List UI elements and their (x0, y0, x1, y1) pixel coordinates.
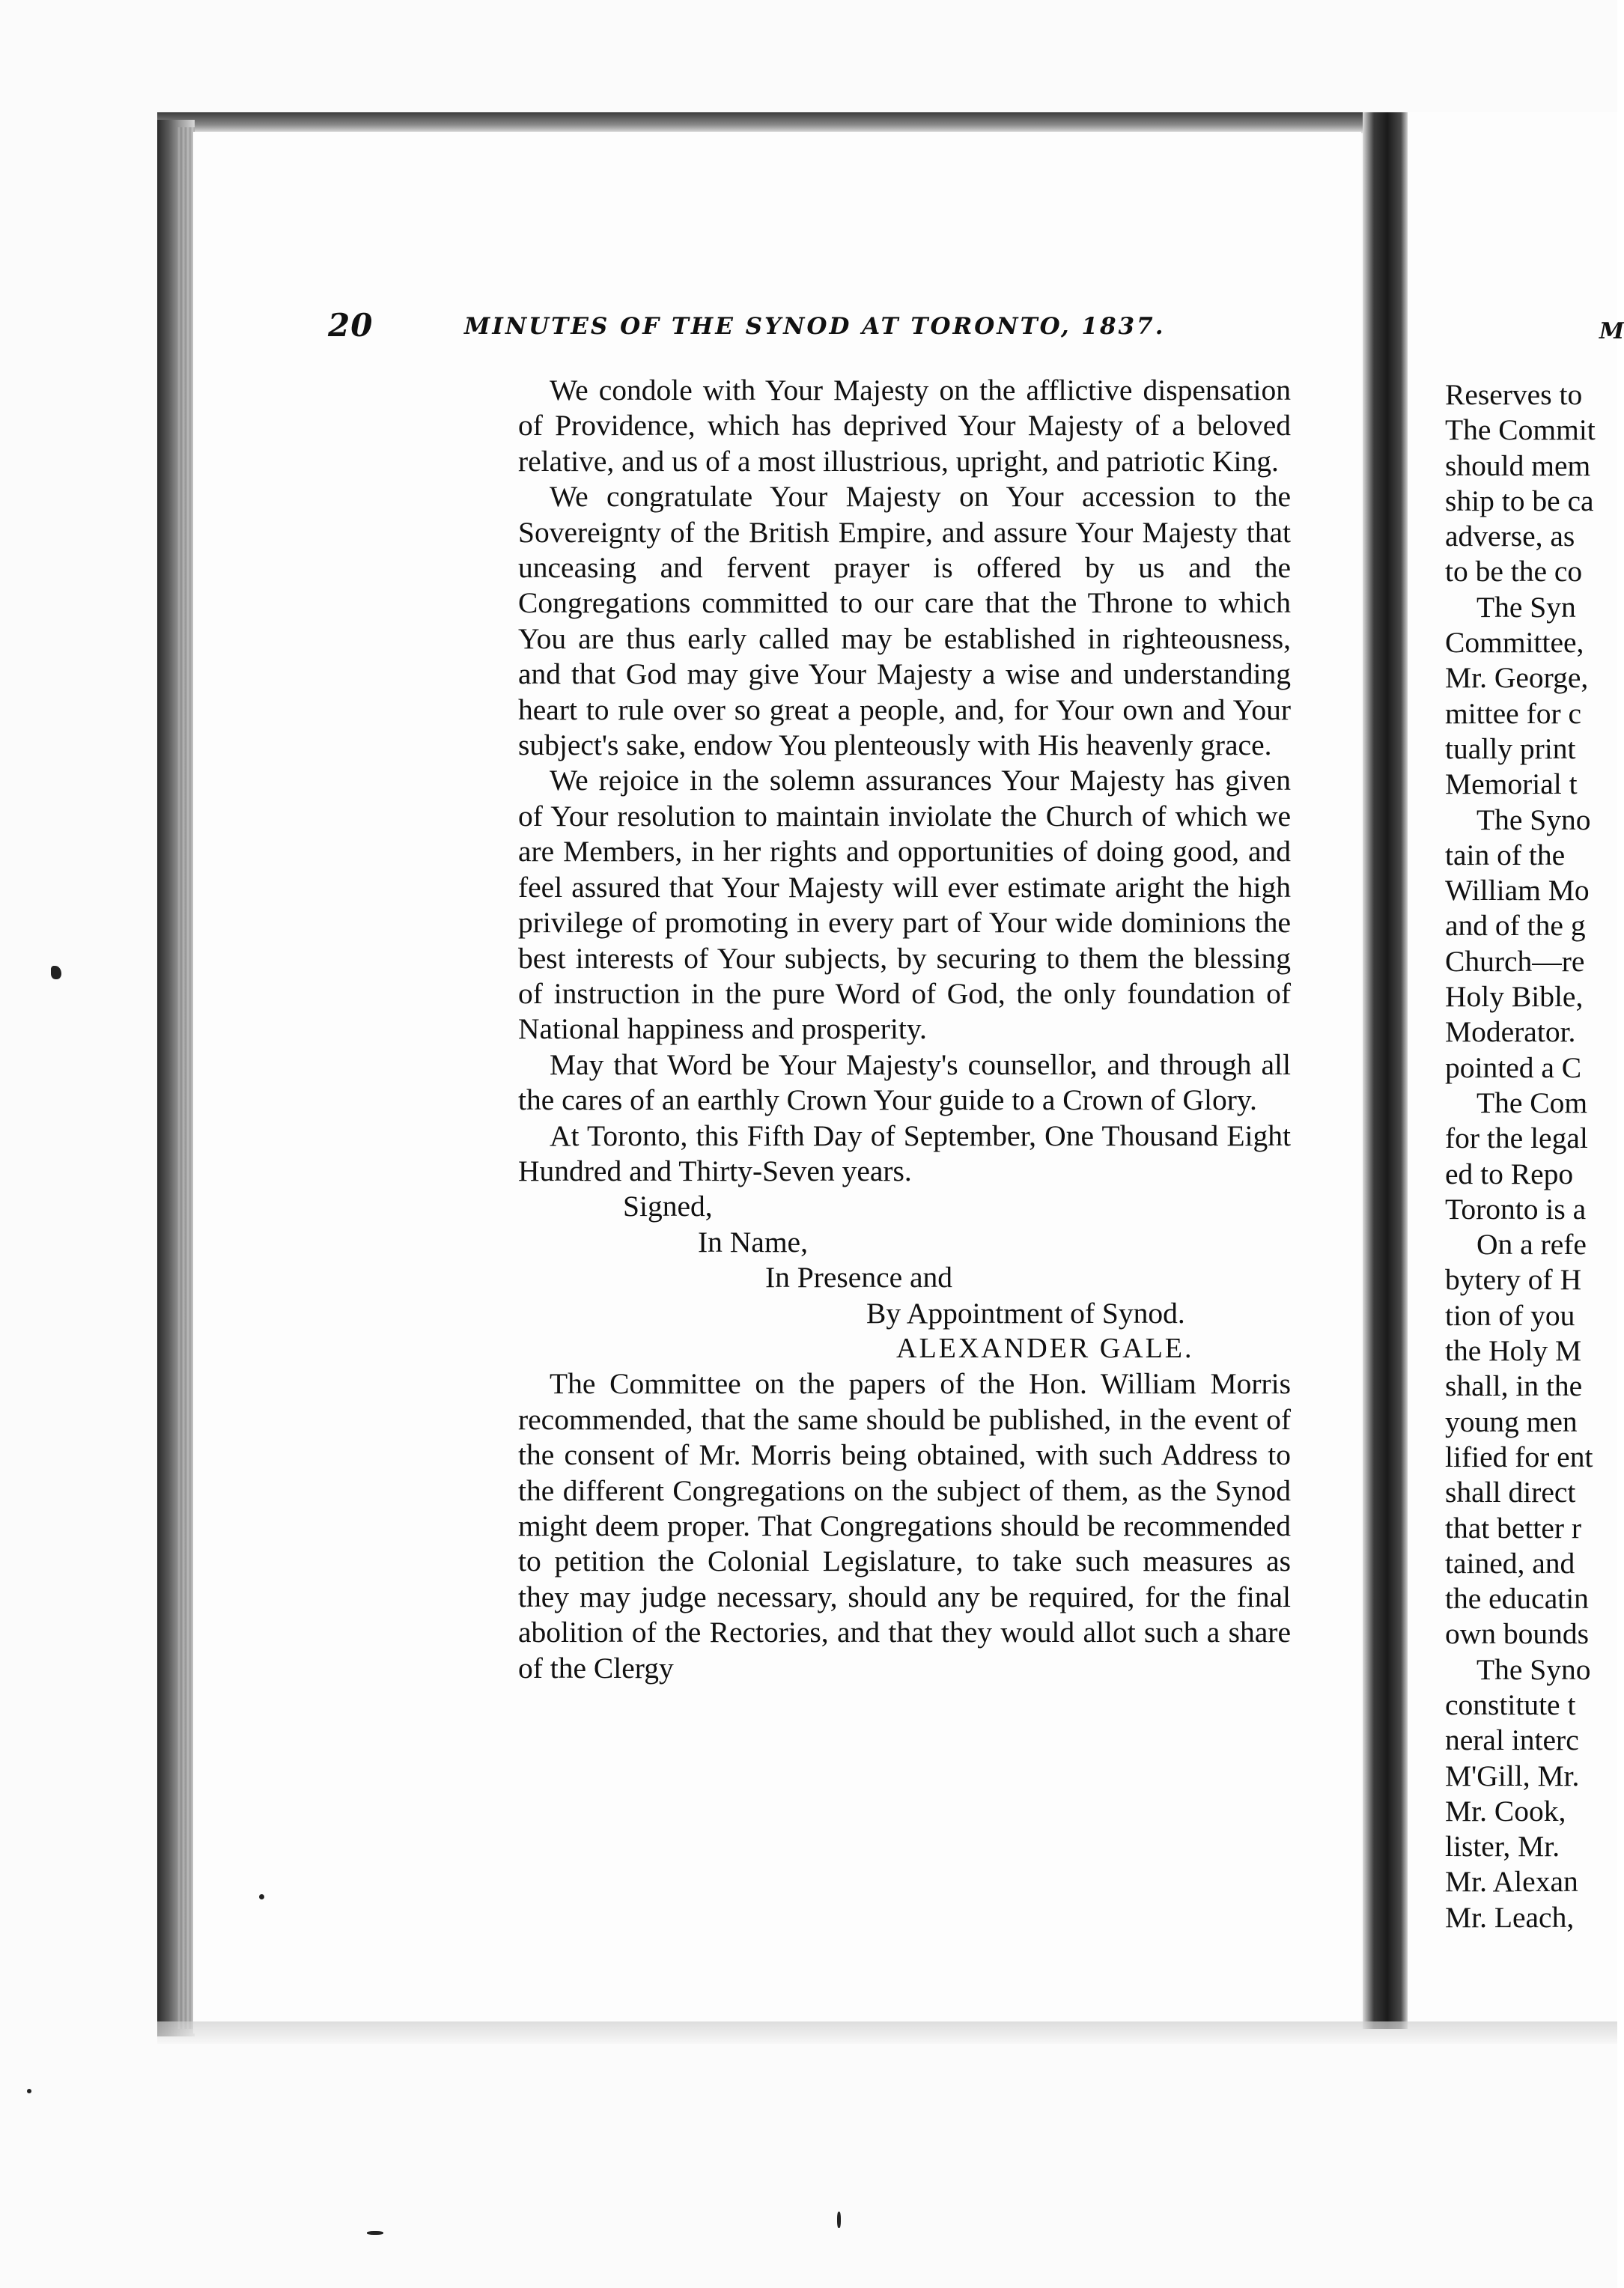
paragraph-counsellor: May that Word be Your Majesty's counsellor, and through all the cares of an earthly Crown Your guide to a Crown of Glory. (518, 1047, 1291, 1117)
page-stack-edge (177, 127, 195, 2029)
right-page-line: ed to Repo (1445, 1157, 1574, 1190)
signature-signed: Signed, (623, 1190, 713, 1223)
right-page-line: Moderator. (1445, 1015, 1576, 1049)
paragraph-assurances: We rejoice in the solemn assurances Your Majesty has given of Your resolution to maintain inviolate the Church of which we are Members, in her rights and opportunities of doing good, and feel assured that Your Majesty will ever estimate aright the high privilege of promoting in every part of Your wide dominions the best interests of Your subjects, by securing to them the blessing of instruction in the pure Word of God, the only foundation of National happiness and prosperity. (518, 764, 1291, 1046)
right-page-line: mittee for c (1445, 696, 1582, 730)
paragraph-condolence: We condole with Your Majesty on the afflictive dispensation of Providence, which has deprived Your Majesty of a beloved relative, and us of a most illustrious, upright, and patriotic King. (518, 374, 1291, 478)
right-page-line: Church—re (1445, 944, 1585, 978)
right-page-line: Mr. George, (1445, 661, 1589, 695)
right-page-line: ship to be ca (1445, 484, 1594, 517)
page-number: 20 (328, 307, 374, 344)
right-page-line: M'Gill, Mr. (1445, 1759, 1580, 1792)
right-page-line: adverse, as (1445, 520, 1575, 553)
body-text (518, 373, 1291, 1686)
scan-speck (367, 2231, 383, 2235)
right-page-line: The Commit (1445, 413, 1596, 447)
right-page-line: and of the g (1445, 909, 1586, 943)
right-page-line: lified for ent (1445, 1440, 1593, 1473)
right-page-line: William Mo (1445, 874, 1590, 907)
right-page-line: The Syn (1476, 590, 1576, 624)
right-page-line: tually print (1445, 731, 1576, 765)
right-page-line: lister, Mr. (1445, 1830, 1560, 1863)
right-page-line: own bounds (1445, 1617, 1590, 1651)
right-page-line: to be the co (1445, 555, 1583, 588)
right-page-line: that better r (1445, 1511, 1582, 1545)
right-page-line: The Com (1476, 1086, 1588, 1119)
right-page-line: Toronto is a (1445, 1192, 1587, 1226)
right-page-line: shall direct (1445, 1476, 1576, 1509)
right-page-line: The Syno (1476, 803, 1591, 836)
page-bottom-edge (157, 2021, 1617, 2044)
page-top-edge (157, 112, 1378, 133)
right-page-line: tain of the (1445, 838, 1566, 871)
right-page-line: constitute t (1445, 1688, 1576, 1721)
right-page-line: Mr. Leach, (1445, 1900, 1575, 1934)
scan-speck (259, 1894, 264, 1899)
paragraph-congratulation: We congratulate Your Majesty on Your accession to the Sovereignty of the British Empire, and assure Your Majesty that unceasing and fervent prayer is offered by us and the Congregations committed to our care that the Throne to which You are thus early called may be established in righteousness, and that God may give Your Majesty a wise and understanding heart to rule over so great a people, and, for Your own and Your subject's sake, endow You plenteously with His heavenly grace. (518, 480, 1291, 762)
right-page-line: Mr. Alexan (1445, 1865, 1578, 1899)
scan-speck (27, 2089, 31, 2093)
right-page-line: Reserves to (1445, 378, 1583, 411)
right-page-line: should mem (1445, 448, 1591, 482)
right-page-line: On a refe (1476, 1228, 1587, 1262)
right-page-line: tion of you (1445, 1298, 1575, 1332)
book-gutter (1363, 112, 1408, 2029)
right-page-line: pointed a C (1445, 1050, 1582, 1084)
scan-speck (837, 2212, 841, 2228)
right-page-line: shall, in the (1445, 1369, 1583, 1403)
right-page-running-head: M (1599, 318, 1624, 344)
right-page-line: bytery of H (1445, 1263, 1582, 1297)
signature-author: ALEXANDER GALE. (896, 1332, 1194, 1364)
running-head (328, 307, 1301, 352)
right-page-line: for the legal (1445, 1122, 1588, 1155)
right-page-line: Memorial t (1445, 767, 1578, 801)
paragraph-committee-report: The Committee on the papers of the Hon. William Morris recommended, that the same should be published, in the event of the consent of Mr. Morris being obtained, with such Address to the different Congregations on the subject of them, as the Synod might deem proper. That Congregations should be recommended to petition the Colonial Legislature, to take such measures as they may judge necessary, should any be required, for the final abolition of the Rectories, and that they would allot such a share of the Clergy (518, 1367, 1291, 1685)
right-page-line: young men (1445, 1405, 1578, 1438)
right-page-line: tained, and (1445, 1546, 1575, 1580)
right-page-text (1445, 377, 1617, 1935)
right-page-line: neral interc (1445, 1723, 1579, 1757)
right-page-line: Holy Bible, (1445, 980, 1584, 1014)
right-page-line: Committee, (1445, 626, 1584, 660)
running-title: MINUTES OF THE SYNOD AT TORONTO, 1837. (464, 313, 1166, 340)
right-page-line: The Syno (1476, 1652, 1591, 1686)
right-page-line: the educatin (1445, 1582, 1589, 1616)
signature-by-appointment: By Appointment of Synod. (866, 1296, 1185, 1330)
scan-speck (51, 966, 61, 979)
signature-in-presence: In Presence and (765, 1261, 953, 1294)
right-page-line: the Holy M (1445, 1334, 1582, 1368)
signature-in-name: In Name, (698, 1225, 808, 1259)
paragraph-dateline: At Toronto, this Fifth Day of September, One Thousand Eight Hundred and Thirty-Seven years. (518, 1119, 1291, 1187)
right-page-line: Mr. Cook, (1445, 1794, 1566, 1828)
